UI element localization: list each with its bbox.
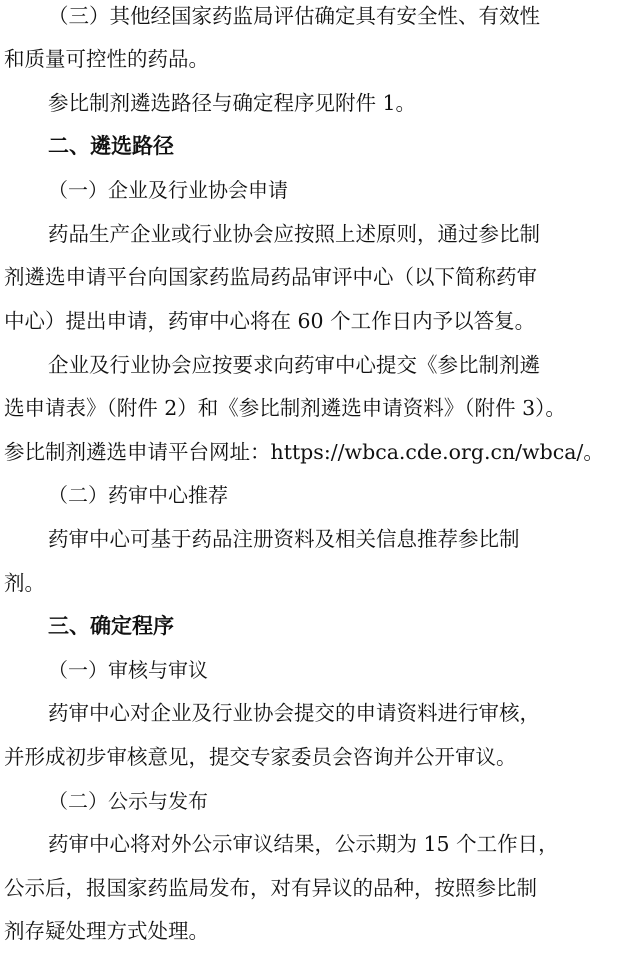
paragraph-line: 药审中心将对外公示审议结果，公示期为 15 个工作日， [48,832,559,856]
section-heading: 三、确定程序 [48,614,174,638]
paragraph-line: 企业及行业协会应按要求向药审中心提交《参比制剂遴 [48,353,540,377]
subsection-heading: （一）企业及行业协会申请 [48,178,288,202]
section-heading: 二、遴选路径 [48,134,174,158]
paragraph-line: 和质量可控性的药品。 [4,47,209,71]
paragraph-line: 药审中心对企业及行业协会提交的申请资料进行审核， [48,701,540,725]
paragraph-line: 参比制剂遴选申请平台网址：https://wbca.cde.org.cn/wbca/。 [4,440,604,464]
paragraph-line: 药审中心可基于药品注册资料及相关信息推荐参比制 [48,527,520,551]
paragraph-line: 公示后，报国家药监局发布，对有异议的品种，按照参比制 [4,876,537,900]
paragraph-line: 参比制剂遴选路径与确定程序见附件 1。 [48,91,417,115]
subsection-heading: （二）公示与发布 [48,789,208,813]
paragraph-line: （三）其他经国家药监局评估确定具有安全性、有效性 [48,4,540,28]
paragraph-line: 中心）提出申请，药审中心将在 60 个工作日内予以答复。 [4,309,536,333]
subsection-heading: （二）药审中心推荐 [48,483,228,507]
paragraph-line: 并形成初步审核意见，提交专家委员会咨询并公开审议。 [4,745,517,769]
paragraph-line: 剂遴选申请平台向国家药监局药品审评中心（以下简称药审 [4,265,537,289]
paragraph-line: 药品生产企业或行业协会应按照上述原则，通过参比制 [48,222,540,246]
subsection-heading: （一）审核与审议 [48,658,208,682]
paragraph-line: 选申请表》（附件 2）和《参比制剂遴选申请资料》（附件 3）。 [4,396,566,420]
paragraph-line: 剂存疑处理方式处理。 [4,919,209,943]
paragraph-line: 剂。 [4,571,45,595]
